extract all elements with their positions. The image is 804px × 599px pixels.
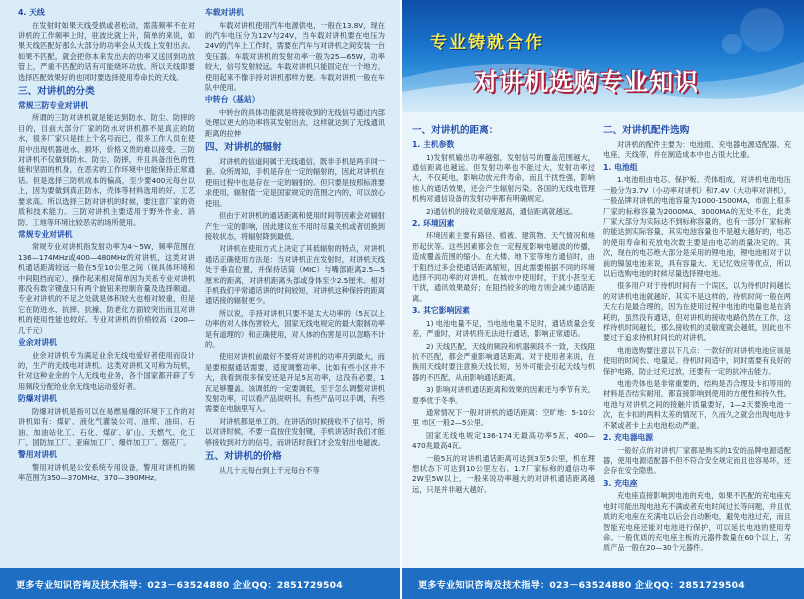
- paragraph: 一般好点的对讲机厂家都是购买的1安的品牌电源适配器，使用电源适配器不但不符合安全规定而且也容易坏，还会存在安全隐患。: [603, 445, 791, 476]
- left-column-2: [205, 6, 385, 565]
- banner-title: 对讲机选购专业知识: [474, 68, 699, 96]
- paragraph: 很多用户对于待机时间有一个误区，以为待机时间越长的对讲机电池就越好，其实不是这样的，待机时间一般在两天左右是最合理的，因为在使用过程中电池的电量也是在消耗的，虽然没有通话，但对讲机的接收电路仍然在工作，这样待机时间越长，那么接收机的灵敏度就会越低，因此也不要过于追求待机时间长的对讲机。: [603, 281, 791, 343]
- section-heading: 二、对讲机配件选购: [603, 125, 690, 136]
- subsection-heading: 常规三防专业对讲机: [18, 100, 89, 110]
- section-heading: 一、对讲机的距离：: [412, 125, 499, 136]
- right-columns: [402, 6, 804, 565]
- paragraph: 2)通信机的接收灵敏度越高，通信距离就越远。: [426, 206, 578, 216]
- paragraph: 充电座直接影响到电池的充电，如果不匹配的充电座充电时可能出现电池充不满或者充电时间过长等问题，并且优质的充电座在充满电以后会自动断电，避免电池过充，而且智能充电座还能对电池进行保护，可以延长电池的使用寿命。一般优质的充电座主板的元器件数量在60个以上，劣质产品一般在20—30个元器件。: [603, 491, 791, 553]
- section-heading: 四、对讲机的辐射: [205, 142, 282, 154]
- paragraph: 环境因素主要有路径、植被、建筑物、天气情况和地形起伏等。这些因素都会在一定程度影响电磁波的传播，造成覆盖范围的缩小。在大楼、地下室等地方通信时，由于阻挡过多会使通话距离缩短，因此需要根据不同的环境选择不同功率的对讲机。在城市中使用时，干扰小甚至无干扰，通讯效果最好；在阻挡较多的地方则会减少通话距离。: [412, 231, 595, 303]
- subsection-heading: 车载对讲机: [205, 8, 244, 17]
- subsection-heading: 1. 主机参数: [412, 140, 455, 149]
- left-columns: [0, 6, 400, 565]
- paragraph: 警用对讲机是公安系统专用设备，警用对讲机的频率范围为350—370MHz、370—390MHz。: [18, 462, 195, 483]
- subsection-heading: 中转台（基站）: [205, 95, 260, 105]
- paragraph: 防爆对讲机是指可以在易燃易爆的环境下工作的对讲机如有：煤矿、液化气灌装公司、油库、油田、石油、加油站化工、石化、煤矿、矿山、天燃气、化工厂、国防加工厂、亚麻加工厂、爆炸加工厂、烟花厂。: [18, 406, 195, 447]
- paragraph: 对讲机的信道间属于无线通信，既非手机是两手同一套。众所周知，手机是存在一定的辐射的，因此对讲机在使用过程中也是存在一定的辐射的。但只要是按照标准要求使用，辐射值一定是国家规定的范围之内的，可以放心使用。: [205, 157, 385, 208]
- section-heading: 三、对讲机的分类: [18, 85, 95, 97]
- paragraph: 1)发射机输出功率越强，发射信号的覆盖范围越大，通信距离也越远。但发射功率也不能过大，发射功率过大，不仅耗电，影响功放元件寿命，而且干扰性强，影响他人的通话效果，还会产生辐射污染。各国的无线电管理机构对通信设备的发射功率都有明确规定。: [412, 152, 595, 204]
- paragraph: 1) 电池电量不足，当电池电量不足时，通话质量会变差，严重时，对讲机将无法进行通话，影响正常通话。: [412, 318, 595, 339]
- paragraph: 常规专业对讲机指发射功率为4～5W，频率范围在136—174MHz或400—480MHz的对讲机，这类对讲机通话距离较远一般在5至10公里之间（视具体环境和中间阻挡而定）。操作起来相对简单因为关系专业对讲机都没有数字键盘只有两个旋钮来控制音量及选择频道。专业对讲机的不足之处就是体积较大也相对较重，但是它在防进水、抗摔、抗撞、防老化方面较突出而且对讲机的使用性能也较好。专业对讲机的价格较高（200—几千元）: [18, 242, 195, 335]
- footer-contact: 更多专业知识咨询及技术指导：023－63524880 企业QQ：2851729504: [16, 580, 343, 591]
- paragraph: 对讲机都是单工的，在讲话的时候接收不了信号，所以对讲时候，不要一直按住发射键，手机讲话时我们才能够接收到对方的信号，而讲话时我们才会发射出电磁波。: [205, 416, 385, 447]
- subsection-heading: 常规专业对讲机: [18, 229, 73, 239]
- paragraph: 从几十元每台到上千元每台不等: [219, 466, 320, 476]
- left-column-1: [18, 6, 195, 565]
- right-column-2: [603, 122, 791, 565]
- right-panel: [402, 0, 804, 599]
- paragraph: 所以说，手持对讲机只要不是太大功率的（5瓦以上功率的对人体伤害较大，国家无线电规定的最大限制功率是有道理的）和正确使用，对人体的伤害是可以忽略不计的。: [205, 308, 385, 349]
- paragraph: 对讲机的配件主要为：电池组、充电器电源适配器、充电座、天线等，并在制造成本中也占很大比重。: [603, 140, 791, 160]
- right-footer: [402, 568, 804, 599]
- paragraph: 中转台的具体功能就是将接收到的无线信号通过内部处理以更大的功率将其发射出去，这样就达到了无线通讯距离的拉伸: [205, 107, 385, 138]
- paragraph: 3) 影响对讲机通话距离和效果的因素还与季节有关，夏季优于冬季。: [412, 385, 595, 405]
- section-heading: 五、对讲机的价格: [205, 451, 282, 463]
- paragraph: 通常情况下一般对讲机的通话距离：空旷地：5-10公里 市区一般2—5公里。: [412, 408, 595, 428]
- paragraph: 一般5瓦的对讲机通话距离可达到3至5公里，机在理想状态下可达到10公里左右。1.7厂家标称的通信功率2W至5W以上，一般来说功率越大的对讲机通话距离越远，只是并非越大越好。: [412, 453, 595, 494]
- paragraph: 2) 天线匹配，天线的频段和机器频段不一致，天线阻抗不匹配，都会严重影响通话距离。对于使用者来说，在换用天线时要注意换天线长短，另外可能会引起天线与机器的不匹配，从而影响通话距离。: [412, 341, 595, 382]
- subsection-heading: 防爆对讲机: [18, 394, 57, 404]
- paragraph: 国家无线电规定136-174无最高功率5瓦，400—470兆最高4瓦。: [412, 430, 595, 451]
- paragraph: 但由于对讲机的通话距离和使用时间等因素会对辐射产生一定的影响，因此建议在不用时尽量关机或者切换到接收状态，将辐射降到最低。: [205, 211, 385, 241]
- paragraph: 业余对讲机专为满足业余无线电爱好者使用而设计的，生产的无线电对讲机。这类对讲机又可称为玩机，针对这种业余的个人无线电业务，各个国家都开辟了专用频段分配给业余无线电运动爱好者。: [18, 350, 195, 391]
- subsection-heading: 1. 电池组: [603, 162, 638, 172]
- subsection-heading: 3. 充电座: [603, 478, 638, 488]
- paragraph: 对讲机在使用方式上决定了其低辐射的特点，对讲机通话正确使用方法是：当对讲机正在发射时，对讲机天线处于垂直位置，并保持话筒（MIC）与嘴部距离2.5—5厘米的距离，对讲机距离头部或身体至少2.5厘米。相对手机我们平常通话讲的时间较短，对讲机这种保持的距离通话接的辐射更少。: [205, 244, 385, 306]
- subsection-heading: 3. 其它影响因素: [412, 306, 470, 316]
- paragraph: 1.电池组由电芯、保护板、壳体组成，对讲机电池电压一般分为3.7V（小功率对讲机）和7.4V（大功率对讲机），一般品牌对讲机的电池容量为1000-1500MA，市面上很多厂家的标称容量为2000MA、3000MA的无处不在，此类厂家大部分为实际达不到标称容量的，也有一部分厂家标称的能达到实际容量，其实电池容量也不是越大越好的，电芯的使用寿命和充放电次数主要是由电芯的质量决定的。其次，现在的电芯绝大部分是采用的锂电池，锂电池相对于以前的镍氢电池来说，具有容量大、无记忆效应等优点，所以以后选购电池的时候尽量选择锂电池。: [603, 175, 791, 278]
- paragraph: 车载对讲机使用汽车电源供电，一般在13.8V，现在的汽车电压分为12V与24V，当车载对讲机要在电压为24V的汽车上工作时，需要在汽车与对讲机之间安装一台变压器。车载对讲机的发射功率一般为25—65W，功率较大，信号发射较远。车载对讲机只能固定在一个地方，使用起来不像手持对讲机那样方便。车载对讲机一般在车队中使用。: [205, 20, 385, 92]
- subsection-heading: 2. 充电器电源: [603, 433, 654, 443]
- paragraph: 电池壳体也是非常重要的，结构是否合理及卡扣等用的材料是否结实耐用，都直接影响到使用的方便性和持久性。电池与对讲机之间的接触片质量要好，1—2天要换电池一次，在卡扣的两料太差的情况下，久而久之就会出现电池卡不紧或者卡上去电池松动严重。: [603, 379, 791, 430]
- paragraph: 所谓的三防对讲机就是能达到防水、防尘、防摔的目的，目前大部分厂家的防水对讲机都不是真正的防水，很多厂家只是挂上个名号而已，很多工作人员在使用中出现机器进水、损坏，价格又贵的难以接受。三防对讲机不仅做到防水、防尘、防摔，并且具备出色的性能和坚固的机身，在恶劣的工作环境中也能保持正常通话。但是选择三防机成本的偏高，至少要400元每台以上，因为要做到真正防水，壳体等材料选用的好，工艺要求高。所以选择三防对讲机的时候，要注意厂家的资质和技术能力。三防对讲机主要适用于野外作业、消防、工地等环境比较恶劣的场所使用。: [18, 113, 195, 227]
- subsection-heading: 警用对讲机: [18, 450, 57, 460]
- paragraph: 使用对讲机前最好不要将对讲机的功率开到最大，而是要根据通话需要，适度调整功率。比如有些小区并不大，我看到很多保安还是开足5瓦功率，这没有必要，1瓦足够覆盖。该调低的一定要调低，至于怎么调整对讲机发射功率，可以看产品说明书。有些产品可以手调，有些需要在电脑里写入。: [205, 352, 385, 414]
- banner-slogan: 专业铸就合作: [430, 33, 544, 53]
- right-column-1: [412, 122, 595, 565]
- subsection-heading: 4. 天线: [18, 8, 45, 17]
- footer-contact: 更多专业知识咨询及技术指导：023－63524880 企业QQ：2851729504: [418, 580, 745, 591]
- left-panel: [0, 0, 400, 599]
- paragraph: 电池选购要注意以下几点：一款好的对讲机电池应该是使用的时间长、电量足、待机时间适中，同时需要有良好的保护电路，防止过充过放，还要有一定的抗冲击能力。: [603, 345, 791, 376]
- left-footer: [0, 568, 400, 599]
- paragraph: 在发射时如果天线受损或者松动，需荡频率不在对讲机的工作频率上时，驻波比就上升，简单的来说，如果天线匹配好那么大部分的功率会从天线上发射出去。如果不匹配，就会把你本来发出去的功率又送回到功放管上，严重不匹配的话有可能烧坏功放。所以天线即要选择匹配效果好的也同时要选择使用寿命长的天线。: [18, 20, 195, 82]
- subsection-heading: 业余对讲机: [18, 338, 57, 348]
- subsection-heading: 2. 环境因素: [412, 218, 455, 228]
